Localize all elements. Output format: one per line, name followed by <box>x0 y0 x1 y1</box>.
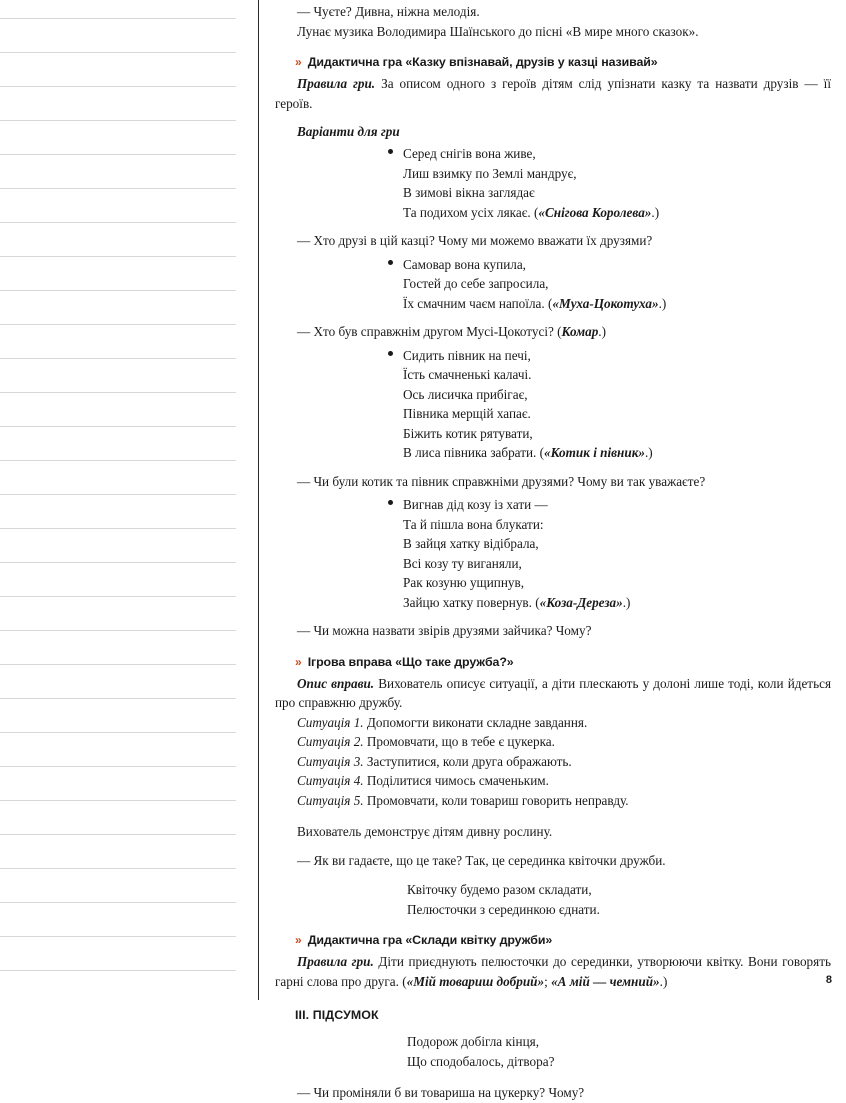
verse-line: Півника мерщій хапає. <box>403 406 531 421</box>
verse-line-with-answer: Зайцю хатку повернув. («Коза-Дереза».) <box>403 594 631 610</box>
situation-item <box>275 713 831 733</box>
situation-label: Ситуація 3. <box>297 753 364 769</box>
activity-heading-label: Дидактична гра «Склади квітку дружби» <box>307 933 553 947</box>
verse-line: Сидить півник на печі, <box>403 347 531 363</box>
situation-text: Допомогти виконати складне завдання. <box>363 714 588 730</box>
verse-line: Рак козуню ущипнув, <box>403 575 524 590</box>
verse-line-with-answer: В лиса півника забрати. («Котик і півник».) <box>403 445 653 460</box>
rules-text: Діти приєднують пелюсточки до серединки, утворюючи квітку. Вони говорять гарні слова про друга. («Мій товариш добрий»; «А мій — чемний».) <box>275 954 831 989</box>
activity-heading-label: Дидактична гра «Казку впізнавай, друзів у казці називай» <box>307 55 658 69</box>
situation-label: Ситуація 4. <box>297 773 364 788</box>
bullet-dot-icon <box>388 351 393 356</box>
situation-text: Поділитися чимось смаченьким. <box>363 773 549 788</box>
bullet-dot-icon <box>388 260 393 265</box>
dialogue-line: — Хто був справжнім другом Мусі-Цокотусі? (Комар.) <box>297 324 606 339</box>
verse-line: Серед снігів вона живе, <box>403 146 536 161</box>
bullet-marker-icon: » <box>295 933 302 947</box>
bullet-dot-icon <box>388 500 393 505</box>
verse-riddle-2 <box>275 255 831 314</box>
verse-line-with-answer: Їх смачним чаєм напоїла. («Муха-Цокотуха».) <box>403 295 667 311</box>
rules-text: За описом одного з героїв дітям слід упізнати казку та назвати друзів — її героїв. <box>275 76 831 111</box>
decorative-margin-rules <box>0 0 240 1000</box>
verse-riddle-3 <box>275 346 831 463</box>
verse-line: Самовар вона купила, <box>403 256 526 272</box>
situation-text: Промовчати, коли товариш говорить неправду. <box>363 792 629 808</box>
verse-line: Лиш взимку по Землі мандрує, <box>403 165 577 181</box>
verse-line: Пелюсточки з серединкою єднати. <box>407 901 600 917</box>
activity-heading-game-exercise <box>275 654 831 671</box>
situation-label: Ситуація 2. <box>297 734 364 749</box>
verse-line: Що сподобалось, дітвора? <box>407 1053 555 1069</box>
exercise-description-label: Опис вправи. <box>297 675 375 691</box>
verse-line: Вигнав дід козу із хати — <box>403 497 548 512</box>
verse-line-with-answer: Та подихом усіх лякає. («Снігова Королева».) <box>403 204 660 220</box>
exercise-description-paragraph <box>275 674 831 713</box>
verse-line: В зимові вікна заглядає <box>403 185 535 200</box>
verse-line: В зайця хатку відібрала, <box>403 536 539 551</box>
verse-line: Всі козу ту виганяли, <box>403 555 522 571</box>
page-number: 8 <box>825 974 832 986</box>
dialogue-line: — Хто друзі в цій казці? Чому ми можемо вважати їх друзями? <box>297 233 653 248</box>
verse-line: Гостей до себе запросила, <box>403 276 549 291</box>
situation-label: Ситуація 1. <box>297 714 364 730</box>
dialogue-line: — Як ви гадаєте, що це таке? Так, це серединка квіточки дружби. <box>297 852 666 868</box>
verse-line: Квіточку будемо разом складати, <box>407 882 592 897</box>
situation-item <box>275 791 831 811</box>
dialogue-line: — Чуєте? Дивна, ніжна мелодія. <box>297 4 480 19</box>
game-variants-subheading: Варіанти для гри <box>297 124 400 139</box>
rules-label: Правила гри. <box>297 76 376 91</box>
verse-riddle-4 <box>275 495 831 612</box>
situation-item <box>275 752 831 772</box>
rules-paragraph <box>275 74 831 113</box>
page-content <box>275 0 832 1100</box>
dialogue-line: — Чи проміняли б ви товариша на цукерку? Чому? <box>297 1085 585 1100</box>
exercise-description-text: Вихователь описує ситуації, а діти плескають у долоні лише тоді, коли йдеться про справжню дружбу. <box>275 675 832 710</box>
situation-item <box>275 732 831 752</box>
dialogue-line: — Чи можна назвати звірів друзями зайчика? Чому? <box>297 623 592 638</box>
verse-line: Їсть смачненькі калачі. <box>403 367 532 382</box>
centered-verse-flower <box>275 880 831 919</box>
bullet-marker-icon: » <box>295 654 302 669</box>
dialogue-line: — Чи були котик та півник справжніми друзями? Чому ви так уважаєте? <box>297 473 706 489</box>
rules-label: Правила гри. <box>297 954 374 969</box>
bullet-marker-icon: » <box>295 55 302 69</box>
situation-label: Ситуація 5. <box>297 792 364 808</box>
situation-text: Заступитися, коли друга ображають. <box>363 753 572 769</box>
activity-heading-didactic-game-1 <box>275 54 831 71</box>
situation-item <box>275 771 831 791</box>
verse-riddle-1 <box>275 144 831 222</box>
verse-line: Та й пішла вона блукати: <box>403 516 544 532</box>
verse-line: Подорож добігла кінця, <box>407 1034 540 1049</box>
rules-paragraph <box>275 952 831 991</box>
verse-line: Ось лисичка прибігає, <box>403 386 528 402</box>
centered-verse-ending <box>275 1032 831 1071</box>
section-heading-summary: III. ПІДСУМОК <box>295 1008 379 1022</box>
teacher-action-line: Вихователь демонструє дітям дивну рослину. <box>297 824 553 839</box>
stage-direction: Лунає музика Володимира Шаїнського до пісні «В мире много сказок». <box>297 23 699 39</box>
bullet-dot-icon <box>388 149 393 154</box>
activity-heading-didactic-game-2 <box>275 932 831 949</box>
situation-text: Промовчати, що в тебе є цукерка. <box>363 734 555 749</box>
activity-heading-label: Ігрова вправа «Що таке дружба?» <box>307 654 514 669</box>
verse-line: Біжить котик рятувати, <box>403 425 533 441</box>
